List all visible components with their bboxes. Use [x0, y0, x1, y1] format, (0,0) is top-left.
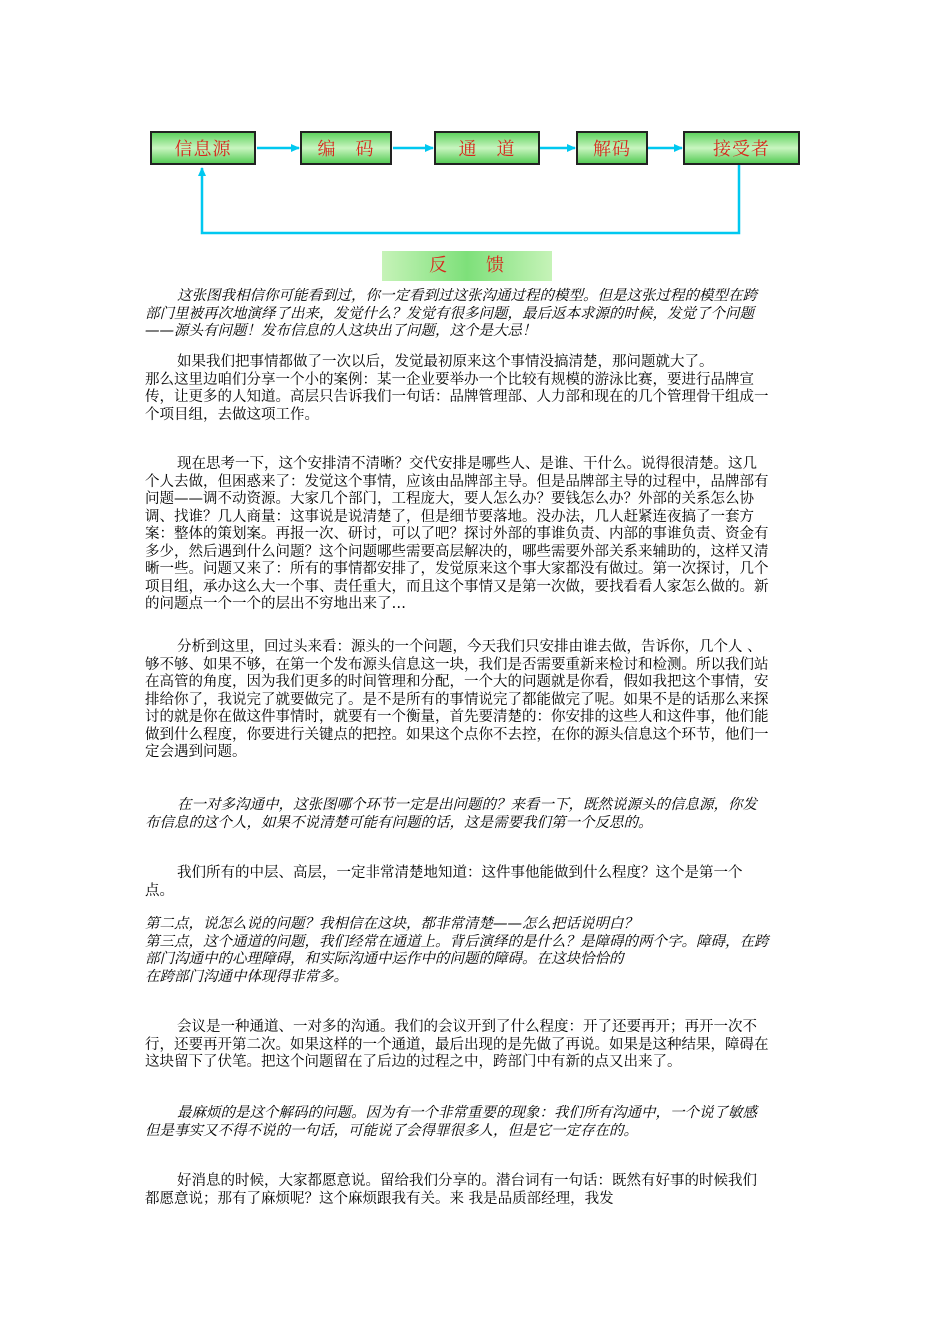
feedback-label: 反 馈 [429, 255, 505, 276]
paragraph: 会议是一种通道、一对多的沟通。我们的会议开到了什么程度：开了还要再开；再开一次不行，还要再开第二次。如果这样的一个通道，最后出现的是先做了再说。如果是这种结果，障碍在这块留下了伏笔。把这个问题留在了后边的过程之中，跨部门中有新的点又出来了。 [145, 1019, 769, 1070]
box-decode-label: 解码 [593, 139, 631, 160]
box-decode [576, 131, 648, 165]
paragraph-block-one-to-many [145, 797, 770, 832]
box-encode-label: 编 码 [317, 139, 375, 160]
paragraph-block-case [145, 354, 770, 424]
paragraph-block-thinking [145, 456, 770, 614]
paragraph-intro: 这张图我相信你可能看到过，你一定看到过这张沟通过程的模型。但是这张过程的模型在跨部门里被再次地演绎了出来，发觉什么？发觉有很多问题，最后返本求源的时候，发觉了个问题——源头有问题！发布信息的人这块出了问题，这个是大忌！ [145, 288, 757, 339]
paragraph: 那么这里边咱们分享一个小的案例：某一企业要举办一个比较有规模的游泳比赛，要进行品牌宣传，让更多的人知道。高层只告诉我们一句话：品牌管理部、人力部和现在的几个管理骨干组成一个项目组，去做这项工作。 [145, 371, 769, 423]
paragraph-block-analysis [145, 639, 770, 762]
intro-paragraph-block [145, 288, 770, 341]
paragraph-italic: 在跨部门沟通中体现得非常多。 [145, 968, 348, 985]
paragraph-block-second-third-point [145, 916, 770, 986]
paragraph: 现在思考一下，这个安排清不清晰？交代安排是哪些人、是谁、干什么。说得很清楚。这几个人去做，但困惑来了：发觉这个事情，应该由品牌部主导。但是品牌部主导的过程中，品牌部有问题——调不动资源。大家几个部门，工程庞大，要人怎么办？要钱怎么办？外部的关系怎么协调、找谁？几人商量：这事说是说清楚了，但是细节要落地。没办法，几人赶紧连夜搞了一套方案：整体的策划案。再报一次、研讨，可以了吧？探讨外部的事谁负责、内部的事谁负责、资金有多少，然后遇到什么问题？这个问题哪些需要高层解决的，哪些需要外部关系来辅助的，这样又清晰一些。问题又来了：所有的事情都安排了，发觉原来这个事大家都没有做过。第一次探讨，几个项目组，承办这么大一个事、责任重大，而且这个事情又是第一次做，要找看看人家怎么做的。新的问题点一个一个的层出不穷地出来了… [145, 456, 769, 612]
paragraph: 分析到这里，回过头来看：源头的一个问题，今天我们只安排由谁去做，告诉你，几个人 、够不够、如果不够，在第一个发布源头信息这一块，我们是否需要重新来检讨和检测。所以我们站在高管的角度，因为我们更多的时间管理和分配，一个大的问题就是你看，假如我把这个事情，安排给你了，我说完了就要做完了。是不是所有的事情说完了都能做完了呢。如果不是的话那么来探讨的就是你在做这件事情时，就要有一个衡量，首先要清楚的：你安排的这些人和这件事，他们能做到什么程度，你要进行关键点的把控。如果这个点你不去控，在你的源头信息这个环节，他们一定会遇到问题。 [145, 639, 769, 760]
communication-model-diagram [0, 0, 950, 290]
paragraph: 如果我们把事情都做了一次以后，发觉最初原来这个事情没搞清楚，那问题就大了。 [177, 354, 714, 370]
paragraph-italic: 在一对多沟通中，这张图哪个环节一定是出问题的？来看一下，既然说源头的信息源，你发布信息的这个人，如果不说清楚可能有问题的话，这是需要我们第一个反思的。 [145, 797, 757, 831]
box-encode [300, 131, 392, 165]
box-channel [434, 131, 540, 165]
box-receiver-label: 接受者 [713, 139, 770, 160]
box-receiver [683, 131, 800, 165]
paragraph-block-first-point [145, 865, 770, 900]
paragraph-block-good-news [145, 1173, 770, 1208]
paragraph-italic: 第二点，说怎么说的问题？我相信在这块，都非常清楚——怎么把话说明白？ [145, 916, 638, 932]
paragraph-block-decode [145, 1105, 770, 1140]
paragraph-italic: 最麻烦的是这个解码的问题。因为有一个非常重要的现象：我们所有沟通中，一个说了敏感但是事实又不得不说的一句话，可能说了会得罪很多人，但是它一定存在的。 [145, 1105, 757, 1139]
paragraph-italic: 第三点，这个通道的问题，我们经常在通道上。背后演绎的是什么？是障碍的两个字。障碍，在跨部门沟通中的心理障碍，和实际沟通中运作中的问题的障碍。在这块恰恰的 [145, 933, 769, 967]
box-information-source [150, 131, 256, 165]
box-channel-label: 通 道 [458, 139, 516, 160]
box-information-source-label: 信息源 [174, 139, 232, 160]
feedback-loop-arrow [202, 165, 739, 233]
paragraph: 好消息的时候，大家都愿意说。留给我们分享的。潜台词有一句话：既然有好事的时候我们都愿意说；那有了麻烦呢？这个麻烦跟我有关。来 我是品质部经理，我发 [145, 1173, 757, 1207]
feedback-label-box [382, 251, 552, 281]
paragraph-block-meeting [145, 1019, 770, 1072]
paragraph: 我们所有的中层、高层，一定非常清楚地知道：这件事他能做到什么程度？这个是第一个点。 [145, 865, 743, 899]
